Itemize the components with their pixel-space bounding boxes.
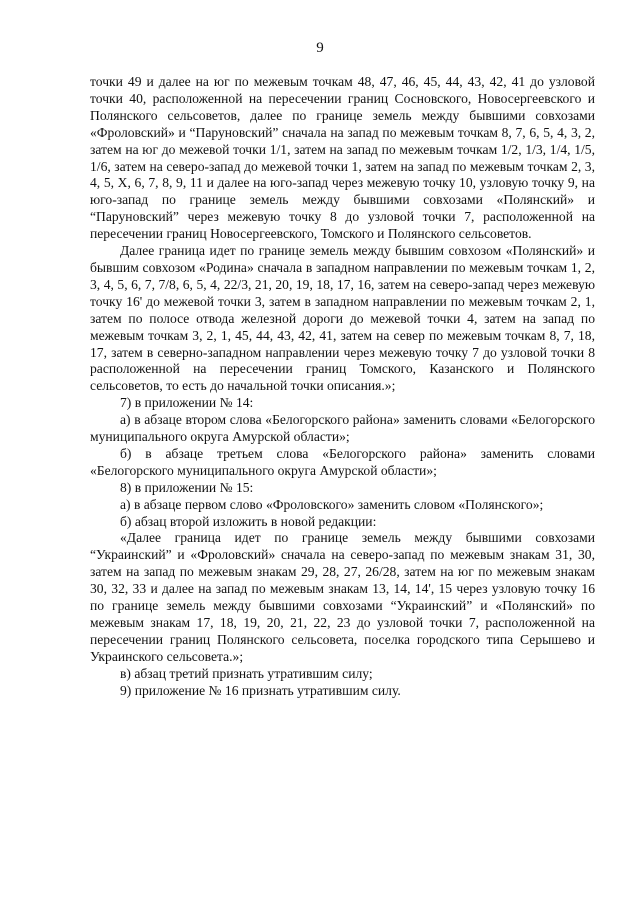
paragraph-item-8a: а) в абзаце первом слово «Фроловского» заменить словом «Полянского»; bbox=[120, 496, 544, 512]
paragraph-item-9: 9) приложение № 16 признать утратившим силу. bbox=[120, 682, 401, 698]
paragraph-item-7: 7) в приложении № 14: bbox=[120, 395, 254, 411]
paragraph-item-8v: в) абзац третий признать утратившим силу; bbox=[120, 665, 373, 681]
paragraph-boundary-description-continued: точки 49 и далее на юг по межевым точкам 48, 47, 46, 45, 44, 43, 42, 41 до узловой точки 40, расположенной на пересечении границ Сосновского, Новосергеевского и Полянского сельсоветов, далее по границе земель между бывшими совхозами «Фроловский» и “Паруновский” сначала на запад по межевым точкам 8, 7, 6, 5, 4, 3, 2, затем на юг до межевой точки 1/1, затем на запад по межевым точкам 1/2, 1/3, 1/4, 1/5, 1/6, затем на северо-запад до межевой точки 1, затем на запад по межевым точкам 2, 3, 4, 5, Х, 6, 7, 8, 9, 11 и далее на юго-запад через межевую точку 10, узловую точку 9, на юго-запад по границе земель между бывшими совхозами «Полянский» и “Паруновский” через межевую точку 8 до узловой точки 7, расположенной на пересечении границ Новосергеевского, Томского и Полянского сельсоветов. bbox=[90, 74, 595, 242]
paragraph-item-8: 8) в приложении № 15: bbox=[120, 479, 254, 495]
paragraph-item-7b: б) в абзаце третьем слова «Белогорского района» заменить словами «Белогорского муниципального округа Амурской области»; bbox=[90, 445, 595, 478]
paragraph-item-8b: б) абзац второй изложить в новой редакции: bbox=[120, 513, 377, 529]
paragraph-item-7a: а) в абзаце втором слова «Белогорского района» заменить словами «Белогорского муниципального округа Амурской области»; bbox=[90, 412, 595, 445]
paragraph-boundary-description-end: Далее граница идет по границе земель между бывшим совхозом «Полянский» и бывшим совхозом «Родина» сначала в западном направлении по межевым точкам 1, 2, 3, 4, 5, 6, 7, 7/8, 6, 5, 4, 22/3, 21, 20, 19, 18, 17, 16, затем на северо-запад через межевую точку 16' до межевой точки 3, затем в западном направлении по межевым точкам 2, 1, затем по полосе отвода железной дороги до межевой точки 4, затем на запад по межевым точкам 3, 2, 1, 45, 44, 43, 42, 41, затем на север по межевым точкам 8, 7, 18, 17, затем в северно-западном направлении через межевую точку 7 до узловой точки 8 расположенной на пересечении границ Томского, Казанского и Полянского сельсоветов, то есть до начальной точки описания.»; bbox=[90, 243, 595, 394]
document-body bbox=[90, 74, 595, 700]
page-number: 9 bbox=[316, 40, 324, 56]
paragraph-new-wording: «Далее граница идет по границе земель между бывшими совхозами “Украинский” и «Фроловский» сначала на северо-запад по межевым знакам 31, 30, затем на запад по межевым знакам 29, 28, 27, 26/28, затем на юг по межевым знакам 30, 32, 33 и далее на запад по межевым знакам 13, 14, 14', 15 через узловую точку 16 по границе земель между бывшими совхозами “Украинский” и «Полянский» по межевым знакам 17, 18, 19, 20, 21, 22, 23 до узловой точки 7, расположенной на пересечении границ Полянского сельсовета, поселка городского типа Серышево и Украинского сельсовета.»; bbox=[90, 530, 595, 664]
